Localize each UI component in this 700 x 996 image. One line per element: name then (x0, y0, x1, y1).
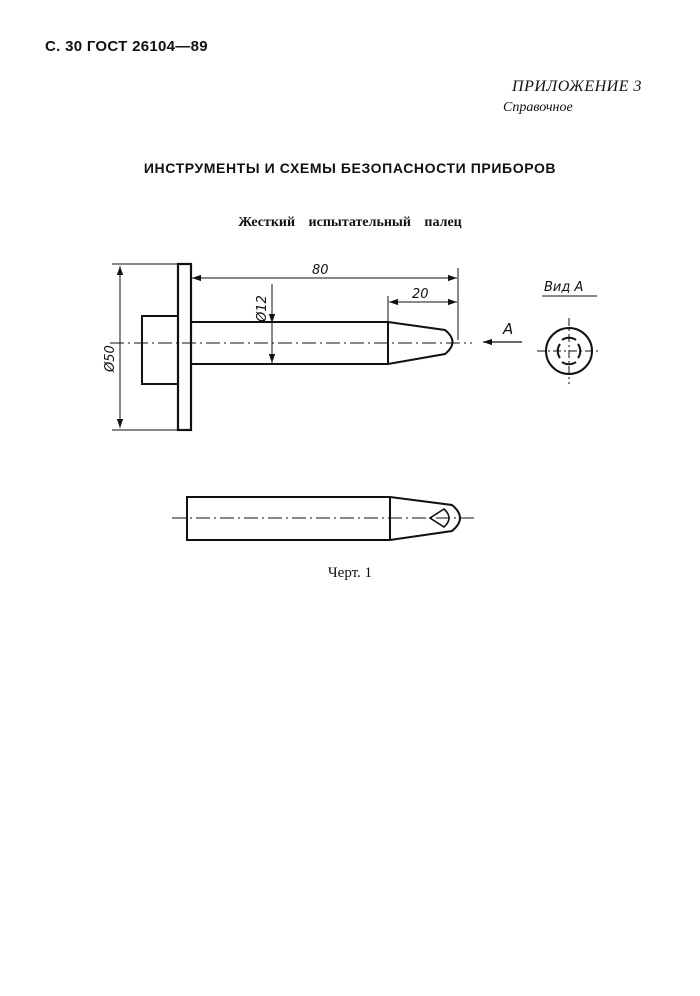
end-view (537, 318, 601, 384)
dim-tip-length: 20 (412, 287, 429, 302)
dim-overall-length: 80 (312, 263, 329, 278)
test-finger-top-view (172, 497, 478, 540)
handle-stub (142, 316, 178, 384)
appendix-type: Справочное (503, 100, 573, 115)
view-label: Вид A (544, 280, 584, 295)
flange (178, 264, 191, 430)
page-title: ИНСТРУМЕНТЫ И СХЕМЫ БЕЗОПАСНОСТИ ПРИБОРОВ (143, 160, 557, 176)
page-header: С. 30 ГОСТ 26104—89 (45, 38, 208, 55)
appendix-label: ПРИЛОЖЕНИЕ 3 (512, 78, 642, 95)
view-arrow-label: A (503, 320, 514, 338)
end-view-inner-arc-right (578, 344, 580, 358)
figure-caption: Черт. 1 (327, 565, 373, 581)
figure-subtitle: Жесткий испытательный палец (238, 215, 462, 230)
dimensions (112, 264, 522, 430)
dim-finger-diameter: Ø12 (255, 295, 270, 322)
dim-flange-diameter: Ø50 (103, 345, 118, 372)
